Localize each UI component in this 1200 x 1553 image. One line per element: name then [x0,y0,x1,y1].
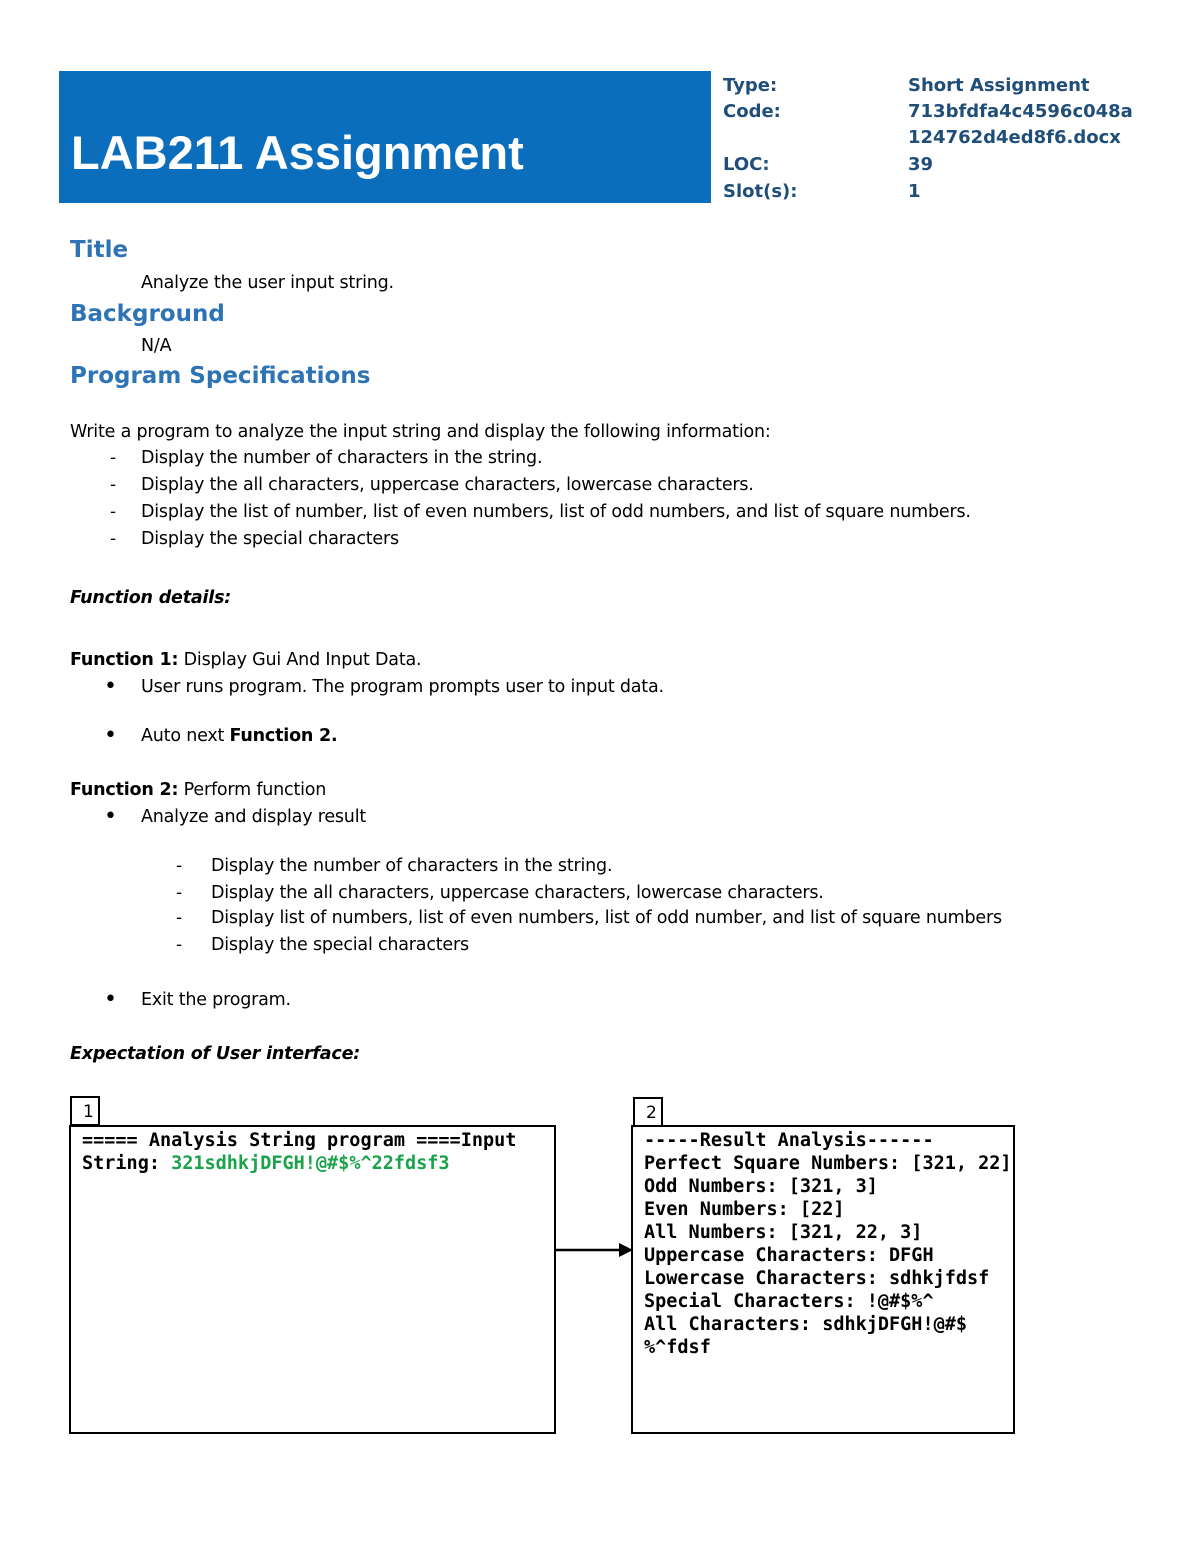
function-2-sub-item: Display the all characters, uppercase characters, lowercase characters. [211,883,824,903]
dash-marker: - [110,529,117,549]
function-2-bullet-2: Exit the program. [141,990,291,1010]
spec-item: Display the list of number, list of even numbers, list of odd numbers, and list of square numbers. [141,502,971,522]
dash-marker: - [176,935,183,955]
loc-label: LOC: [723,154,770,175]
bullet-marker: • [104,723,117,748]
dash-marker: - [110,502,117,522]
result-line: Uppercase Characters: DFGH [644,1245,934,1266]
function-details-heading: Function details: [70,588,232,608]
bullet-marker: • [104,674,117,699]
function-2-bullet: Analyze and display result [141,807,367,827]
arrow-icon [555,1240,635,1260]
result-line: Odd Numbers: [321, 3] [644,1176,878,1197]
code-value-line2: 124762d4ed8f6.docx [908,127,1121,148]
type-value: Short Assignment [908,75,1090,96]
function-1-bullet: User runs program. The program prompts user to input data. [141,677,664,697]
dash-marker: - [176,883,183,903]
result-line: Even Numbers: [22] [644,1199,845,1220]
document-title: LAB211 Assignment [71,126,524,179]
auto-next-text: Auto next [141,726,230,746]
function-1-line [70,649,421,671]
screen-1-tag: 1 [70,1096,100,1126]
spec-intro: Write a program to analyze the input string and display the following information: [70,422,771,442]
result-line: Perfect Square Numbers: [321, 22] [644,1153,1012,1174]
result-line: Lowercase Characters: sdhkjfdsf [644,1268,990,1289]
dash-marker: - [176,856,183,876]
background-text: N/A [141,336,172,356]
code-value-line1: 713bfdfa4c4596c048a [908,101,1133,122]
result-line: All Characters: sdhkjDFGH!@#$ [644,1314,968,1335]
screen-1-header: ===== Analysis String program ====Input [82,1130,517,1151]
spec-item: Display the number of characters in the string. [141,448,543,468]
function-2-label: Function 2: [70,780,179,800]
screen-1-input-line [82,1152,450,1175]
ui-heading: Expectation of User interface: [70,1044,361,1064]
function-2-text: Perform function [178,780,327,800]
spec-heading: Program Specifications [70,363,371,389]
result-line: %^fdsf [644,1337,711,1358]
function-2-sub-item: Display the number of characters in the string. [211,856,613,876]
user-input-value: 321sdhkjDFGH!@#$%^22fdsf3 [171,1153,450,1174]
result-line: Special Characters: !@#$%^ [644,1291,934,1312]
dash-marker: - [176,908,183,928]
spec-item: Display the special characters [141,529,399,549]
string-prompt: String: [82,1153,172,1174]
screen-2-tag: 2 [633,1097,663,1127]
loc-value: 39 [908,154,934,175]
title-text: Analyze the user input string. [141,273,394,293]
dash-marker: - [110,448,117,468]
function-1-text: Display Gui And Input Data. [178,650,422,670]
screen-1-console [69,1125,556,1434]
function-2-sub-item: Display the special characters [211,935,469,955]
spec-item: Display the all characters, uppercase characters, lowercase characters. [141,475,754,495]
function-1-bullet-2 [141,725,337,747]
slots-value: 1 [908,181,921,202]
function-1-label: Function 1: [70,650,179,670]
code-label: Code: [723,101,781,122]
title-banner [59,71,711,203]
result-line: -----Result Analysis------ [644,1130,934,1151]
bullet-marker: • [104,987,117,1012]
slots-label: Slot(s): [723,181,798,202]
function-2-line [70,779,326,801]
type-label: Type: [723,75,778,96]
title-heading: Title [70,237,129,263]
dash-marker: - [110,475,117,495]
background-heading: Background [70,301,225,327]
function-2-sub-item: Display list of numbers, list of even numbers, list of odd number, and list of square numbers [211,908,1002,928]
bullet-marker: • [104,804,117,829]
screen-2-console [631,1125,1015,1434]
result-line: All Numbers: [321, 22, 3] [644,1222,923,1243]
auto-next-function: Function 2. [229,726,338,746]
